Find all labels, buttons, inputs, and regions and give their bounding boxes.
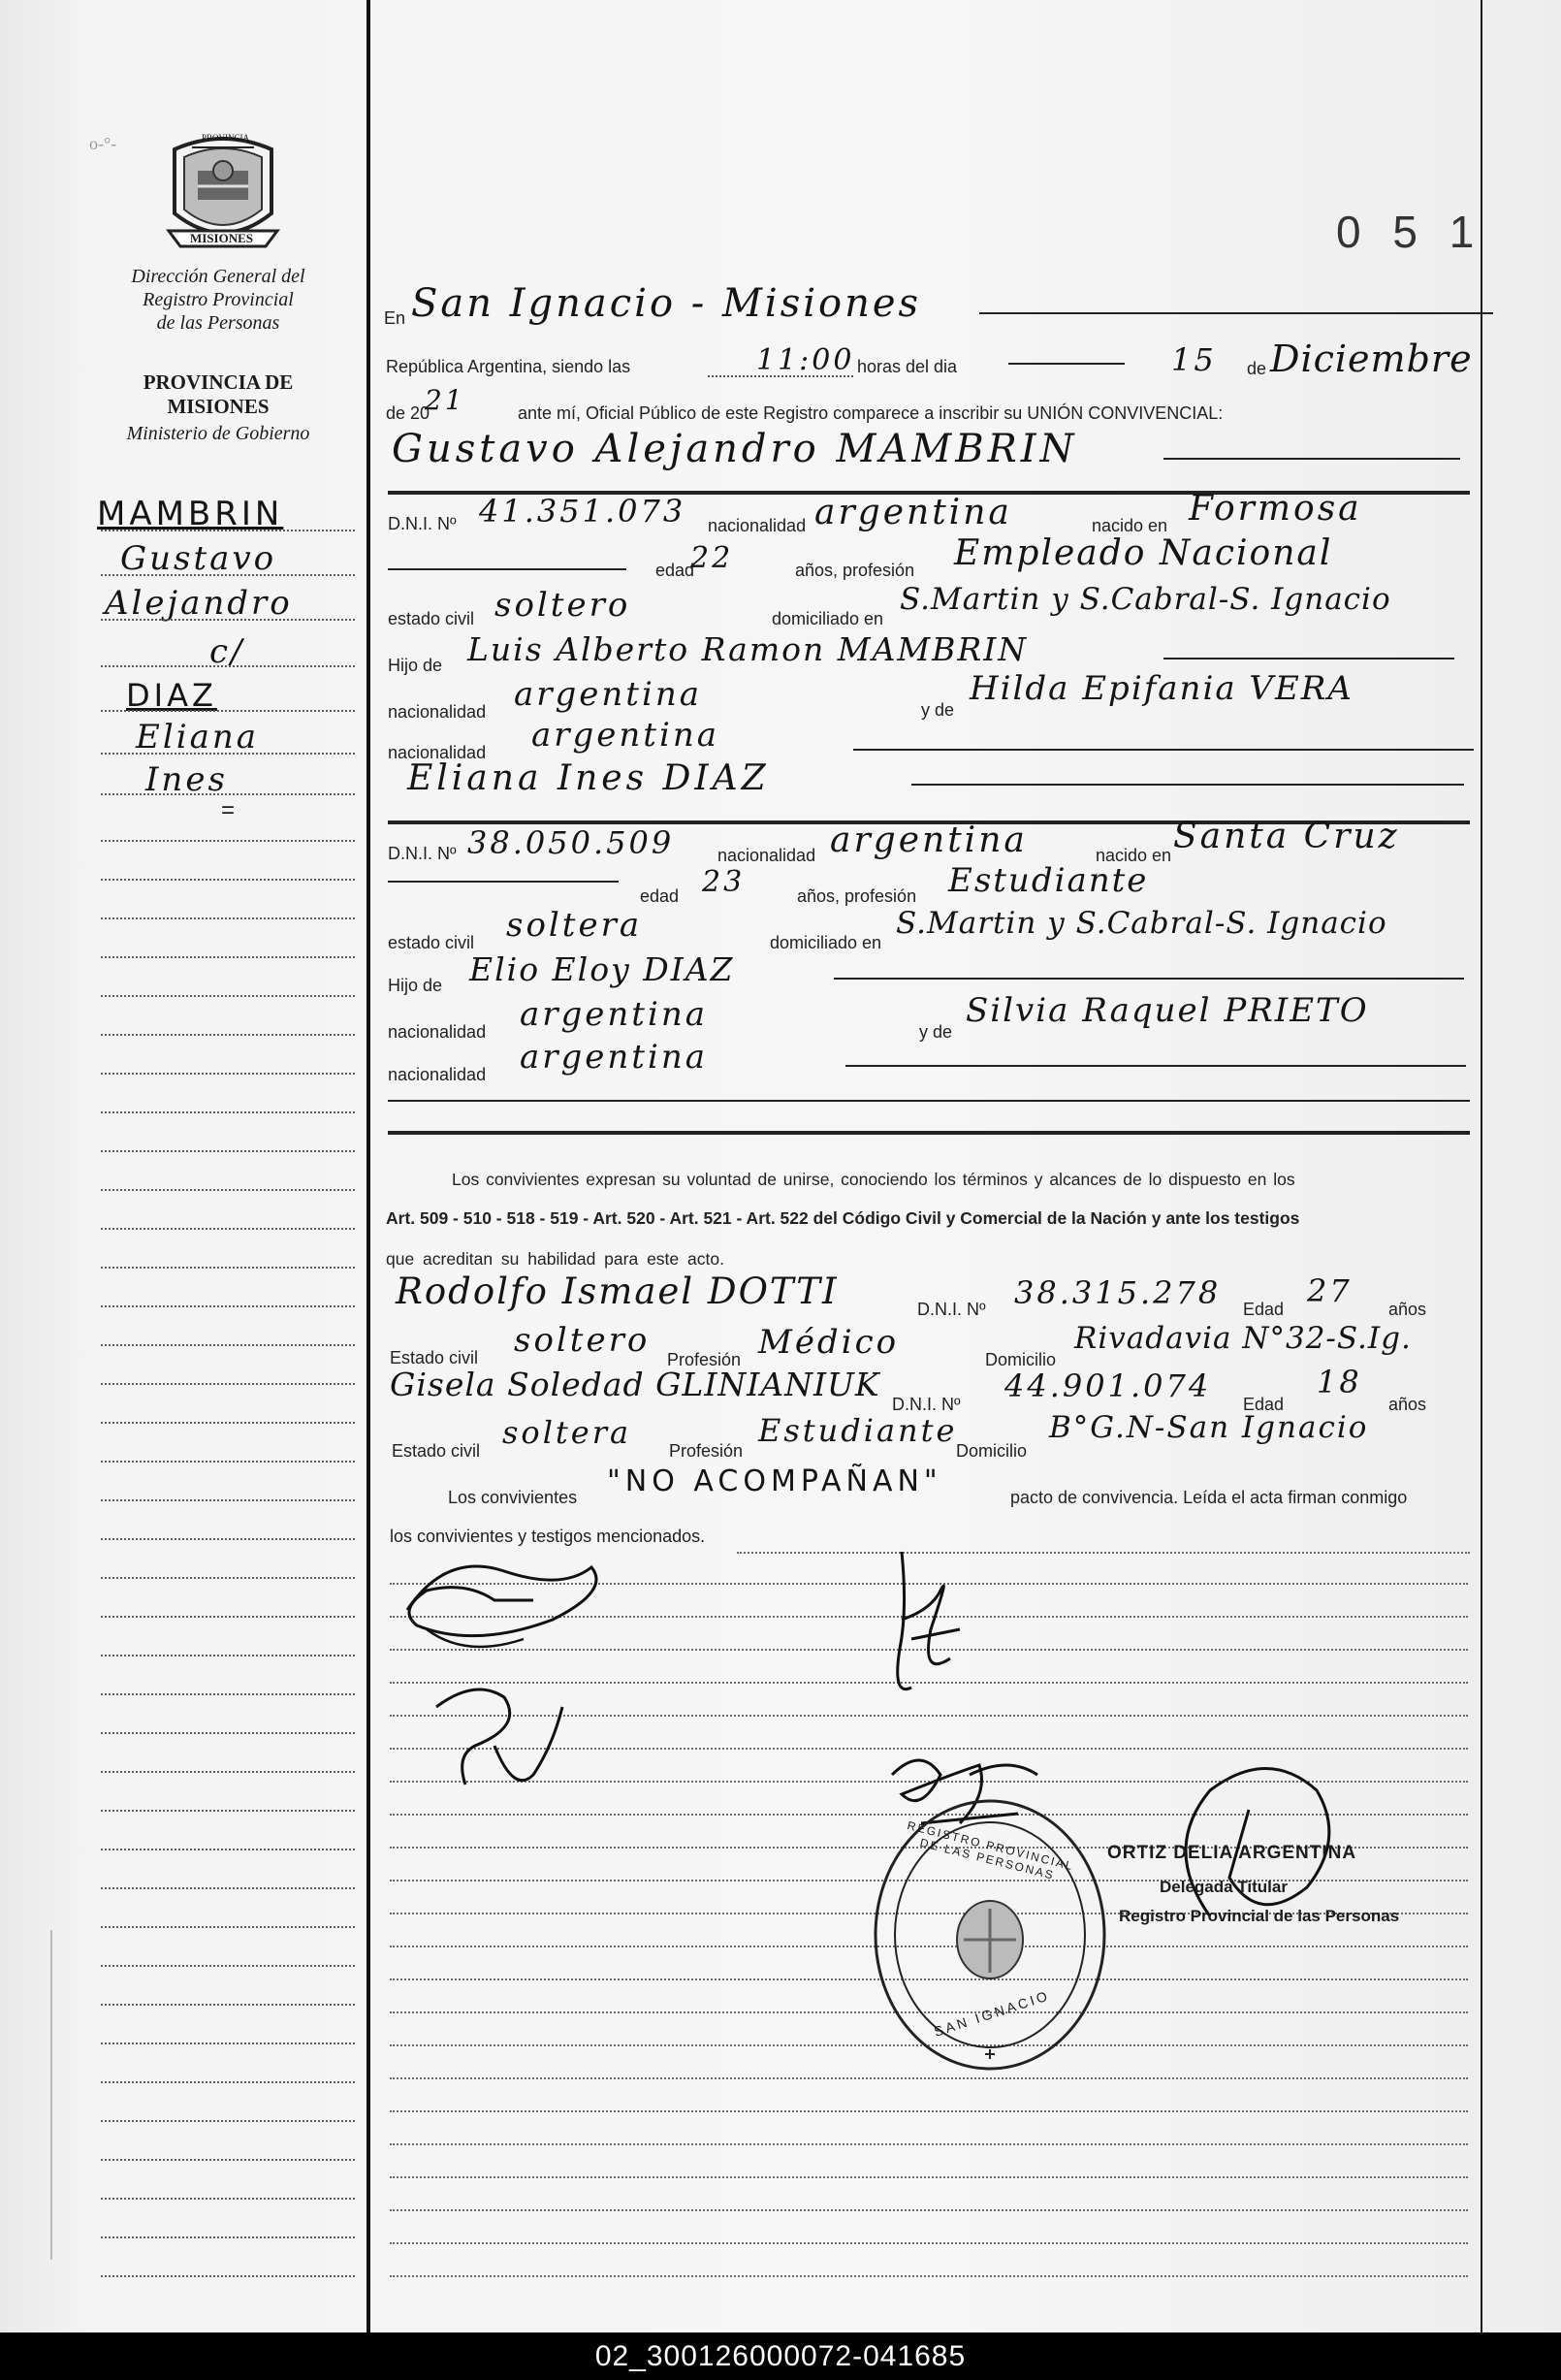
person2-nacido-label: nacido en	[1096, 846, 1172, 865]
person2-name: Eliana Ines DIAZ	[407, 758, 770, 798]
witness2-anios-label: años	[1388, 1395, 1427, 1414]
person1-nac-madre-label: nacionalidad	[388, 743, 487, 762]
pact-prefix: Los convivientes	[448, 1488, 578, 1507]
margin-given-4: Ines	[145, 760, 228, 799]
document-id: 02_300126000072-041685	[594, 2340, 967, 2372]
fill-line	[388, 881, 619, 883]
person1-profesion: Empleado Nacional	[954, 533, 1333, 573]
witness2-domicilio-label: Domicilio	[956, 1441, 1028, 1461]
witness2-estado-label: Estado civil	[392, 1441, 481, 1461]
year-prefix-label: de 20	[386, 403, 430, 423]
witness1-domicilio-label: Domicilio	[985, 1350, 1057, 1369]
margin-given-1: Gustavo	[120, 539, 277, 578]
person2-domicilio: S.Martin y S.Cabral-S. Ignacio	[896, 906, 1387, 941]
witness1-edad: 27	[1307, 1272, 1353, 1309]
witness2-profesion-label: Profesión	[669, 1441, 744, 1461]
person1-nacido: Formosa	[1189, 489, 1362, 529]
day-value: 15	[1171, 341, 1217, 378]
margin-end-mark: =	[221, 797, 236, 823]
fill-line	[911, 784, 1464, 786]
official-office: Registro Provincial de las Personas	[1119, 1907, 1400, 1925]
fill-line	[388, 1100, 1470, 1102]
person1-nac-padre-label: nacionalidad	[388, 702, 487, 722]
person1-estado: soltero	[494, 586, 631, 625]
person1-nac-madre: argentina	[531, 716, 720, 755]
seal-ring-top-text: REGISTRO PROVINCIAL DE LAS PERSONAS	[906, 1818, 1076, 1882]
margin-given-2: Alejandro	[105, 584, 293, 623]
margin-con: c/	[209, 632, 245, 671]
person1-edad-label: edad	[655, 561, 695, 580]
person2-dni: 38.050.509	[467, 824, 675, 861]
province-heading	[78, 370, 359, 419]
person1-estado-label: estado civil	[388, 609, 475, 628]
witness1-edad-label: Edad	[1243, 1300, 1285, 1319]
fill-line	[1163, 458, 1460, 460]
section-rule	[388, 1131, 1470, 1135]
signature-witness-1-icon	[873, 1532, 979, 1707]
document-id-bar	[0, 2332, 1561, 2380]
en-label: En	[384, 308, 406, 328]
witness2-estado: soltera	[502, 1414, 632, 1451]
seal-top-text: PROVINCIA	[202, 133, 250, 143]
person1-domicilio-label: domiciliado en	[772, 609, 884, 628]
ministry-label: Ministerio de Gobierno	[126, 423, 310, 444]
witness1-estado: soltero	[514, 1321, 651, 1360]
office-line-3: de las Personas	[156, 312, 280, 334]
person2-nacido: Santa Cruz	[1173, 817, 1400, 856]
person2-profesion-label: años, profesión	[797, 886, 917, 906]
official-name: ORTIZ DELIA ARGENTINA	[1107, 1843, 1357, 1863]
declaration-line-1: Los convivientes expresan su voluntad de unirse, conociendo los términos y alcances de lo dispuesto en los	[452, 1170, 1295, 1189]
fill-line	[853, 749, 1474, 751]
province-line-2: MISIONES	[167, 395, 270, 418]
person1-nacido-label: nacido en	[1092, 516, 1168, 535]
person1-dni-label: D.N.I. Nº	[388, 514, 457, 533]
person2-edad: 23	[702, 865, 746, 899]
person1-profesion-label: años, profesión	[795, 561, 915, 580]
person2-nac-madre: argentina	[520, 1038, 709, 1077]
person1-padre: Luis Alberto Ramon MAMBRIN	[467, 630, 1029, 668]
person2-edad-label: edad	[640, 886, 680, 906]
witness1-estado-label: Estado civil	[390, 1348, 479, 1367]
office-line-2: Registro Provincial	[143, 289, 294, 310]
province-seal-icon	[165, 128, 281, 252]
horas-label: horas del dia	[857, 357, 958, 376]
office-line-1: Dirección General del	[131, 266, 305, 287]
person1-hijo-label: Hijo de	[388, 656, 443, 675]
place-value: San Ignacio - Misiones	[411, 281, 922, 326]
declaration-line-2: Art. 509 - 510 - 518 - 519 - Art. 520 - Art. 521 - Art. 522 del Código Civil y Comercial de la Nación y ante los testigos	[386, 1208, 1300, 1228]
witness1-dni-label: D.N.I. Nº	[917, 1300, 986, 1319]
province-line-1: PROVINCIA DE	[143, 370, 294, 394]
person2-hijo-label: Hijo de	[388, 976, 443, 995]
person2-estado-label: estado civil	[388, 933, 475, 952]
witness1-profesion-label: Profesión	[667, 1350, 742, 1369]
person2-profesion: Estudiante	[948, 861, 1149, 900]
month-value: Diciembre	[1270, 338, 1473, 380]
witness1-name: Rodolfo Ismael DOTTI	[396, 1270, 839, 1312]
witness2-dni-label: D.N.I. Nº	[892, 1395, 961, 1414]
edge-mark	[50, 1930, 52, 2260]
person2-madre: Silvia Raquel PRIETO	[966, 991, 1369, 1030]
witness2-dni: 44.901.074	[1004, 1367, 1212, 1404]
republica-label: República Argentina, siendo las	[386, 357, 631, 376]
fill-line	[388, 568, 626, 570]
comparece-text: ante mí, Oficial Público de este Registro comparece a inscribir su UNIÓN CONVIVENCIAL:	[518, 403, 1224, 423]
person2-dni-label: D.N.I. Nº	[388, 844, 457, 863]
round-seal-icon	[869, 1794, 1111, 2075]
right-border	[1481, 0, 1482, 2332]
person2-nacionalidad-label: nacionalidad	[717, 846, 816, 865]
person1-nacionalidad: argentina	[814, 493, 1012, 532]
person1-madre: Hilda Epifania VERA	[970, 669, 1354, 708]
person2-nac-padre-label: nacionalidad	[388, 1022, 487, 1042]
witness1-dni: 38.315.278	[1014, 1274, 1222, 1311]
de-label: de	[1247, 359, 1267, 378]
person1-domicilio: S.Martin y S.Cabral-S. Ignacio	[900, 582, 1391, 617]
fill-line	[1163, 658, 1454, 659]
office-heading	[78, 265, 359, 335]
witness2-domicilio: B°G.N-San Ignacio	[1049, 1410, 1369, 1445]
fill-line	[1008, 363, 1125, 365]
person1-dni: 41.351.073	[479, 493, 686, 530]
person1-nac-padre: argentina	[514, 675, 703, 714]
official-role: Delegada Titular	[1160, 1878, 1288, 1896]
year-value: 21	[425, 384, 465, 416]
person2-padre: Elio Eloy DIAZ	[469, 950, 735, 988]
person1-y-de-label: y de	[921, 700, 955, 720]
pact-suffix: pacto de convivencia. Leída el acta firman conmigo	[1010, 1488, 1408, 1507]
person2-estado: soltera	[506, 906, 643, 945]
witness1-anios-label: años	[1388, 1300, 1427, 1319]
witness2-edad-label: Edad	[1243, 1395, 1285, 1414]
fill-line	[845, 1065, 1466, 1067]
fill-line	[834, 978, 1464, 980]
margin-surname-2: DIAZ	[126, 677, 217, 714]
person2-nac-padre: argentina	[520, 995, 709, 1034]
seal-bottom-text: MISIONES	[190, 231, 254, 245]
witness1-profesion: Médico	[758, 1323, 900, 1362]
pact-closing: los convivientes y testigos mencionados.	[390, 1527, 706, 1546]
signature-convivient-1-icon	[388, 1532, 621, 1668]
witness1-domicilio: Rivadavia N°32-S.Ig.	[1074, 1321, 1412, 1356]
witness2-profesion: Estudiante	[758, 1412, 958, 1449]
person1-name: Gustavo Alejandro MAMBRIN	[392, 427, 1078, 471]
column-divider	[366, 0, 370, 2332]
folio-number: 0 5 1	[1336, 207, 1484, 257]
witness2-name: Gisela Soledad GLINIANIUK	[390, 1366, 880, 1403]
witness2-edad: 18	[1317, 1364, 1362, 1400]
seal-ring-bottom-text: SAN IGNACIO	[932, 1987, 1052, 2040]
person2-nacionalidad: argentina	[830, 820, 1028, 860]
person2-nac-madre-label: nacionalidad	[388, 1065, 487, 1084]
person1-edad: 22	[690, 541, 734, 575]
person2-y-de-label: y de	[919, 1022, 953, 1042]
pencil-mark: o-°-	[89, 134, 117, 153]
person1-nacionalidad-label: nacionalidad	[708, 516, 807, 535]
fill-line	[979, 312, 1493, 314]
pact-value: "NO ACOMPAÑAN"	[607, 1464, 942, 1498]
margin-surname-1: MAMBRIN	[97, 495, 284, 533]
signature-convivient-2-icon	[417, 1668, 591, 1814]
margin-given-3: Eliana	[136, 718, 260, 756]
hour-value: 11:00	[756, 343, 855, 377]
person2-domicilio-label: domiciliado en	[770, 933, 882, 952]
declaration-line-3: que acreditan su habilidad para este acto.	[386, 1249, 724, 1269]
